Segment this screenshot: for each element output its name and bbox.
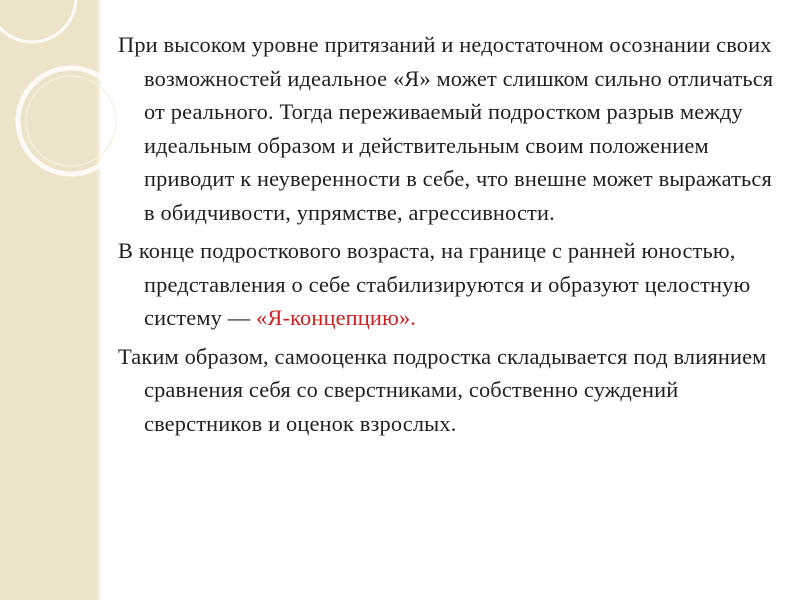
- paragraph-2: [118, 234, 778, 335]
- slide-body: [118, 28, 778, 445]
- paragraph-1-text: При высоком уровне притязаний и недостаточном осознании своих возможностей идеальное «Я» может слишком сильно отличаться от реального. Тогда переживаемый подростком разрыв между идеальным образом и действительным своим положением приводит к неуверенности в себе, что внешне может выражаться в обидчивости, упрямстве, агрессивности.: [118, 32, 774, 225]
- paragraph-3: [118, 340, 778, 441]
- paragraph-3-text: Таким образом, самооценка подростка складывается под влиянием сравнения себя со сверстниками, собственно суждений сверстников и оценок взрослых.: [118, 343, 767, 436]
- paragraph-2-text: В конце подросткового возраста, на границе с ранней юностью, представления о себе стабилизируются и образуют целостную систему —: [118, 238, 751, 330]
- self-concept-term: «Я-концепцию».: [256, 305, 417, 330]
- paragraph-1: [118, 28, 778, 229]
